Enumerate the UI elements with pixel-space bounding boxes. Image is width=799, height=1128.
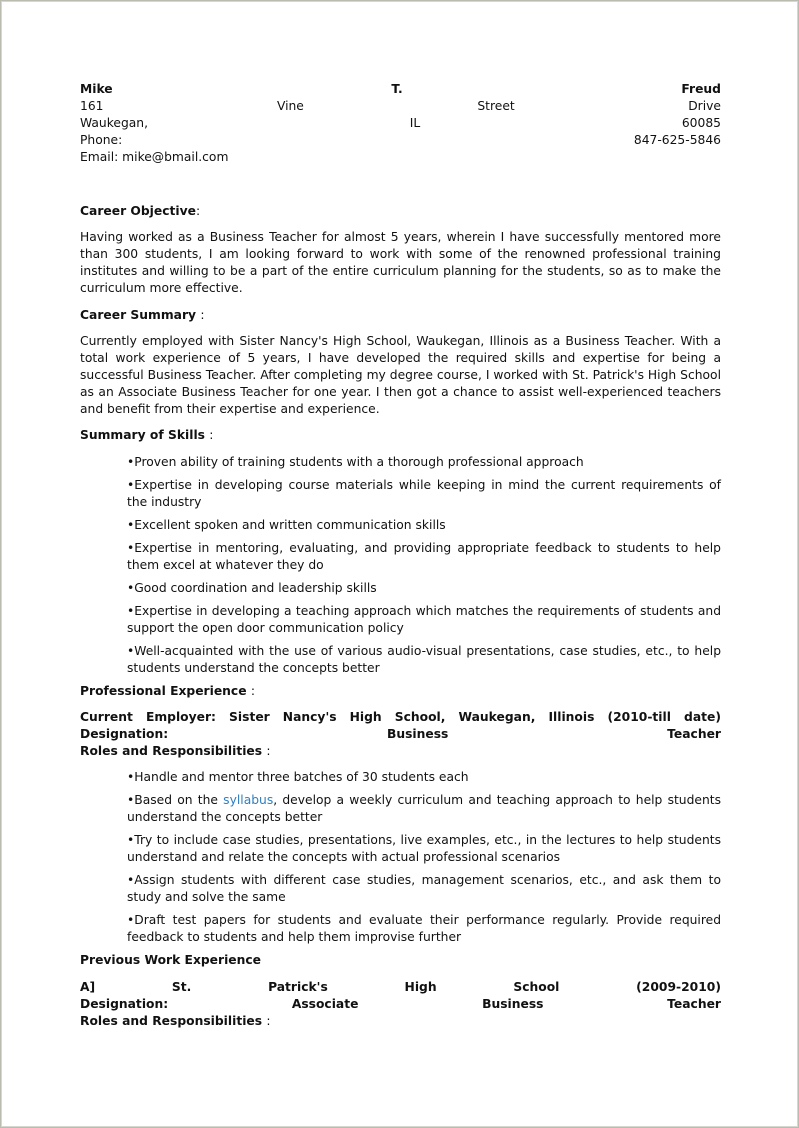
employer-word: High <box>349 710 382 724</box>
name-line <box>80 81 721 98</box>
list-item <box>127 792 721 826</box>
list-item: •Expertise in mentoring, evaluating, and providing appropriate feedback to students to help them excel at whatever they do <box>127 541 721 572</box>
designation-word: Teacher <box>667 727 721 741</box>
list-item <box>127 872 721 906</box>
phone-line <box>80 132 721 149</box>
skills-title: Summary of Skills <box>80 428 205 442</box>
syllabus-link[interactable]: syllabus <box>223 793 274 807</box>
address-word: Drive <box>688 99 721 113</box>
list-item: •Expertise in developing a teaching approach which matches the requirements of students and support the open door communication policy <box>127 604 721 635</box>
city-line <box>80 115 721 132</box>
designation-word: Associate <box>291 997 359 1011</box>
designation-word: Business <box>386 727 449 741</box>
roles-list <box>80 769 721 946</box>
designation-word: Teacher <box>667 997 721 1011</box>
list-item: •Excellent spoken and written communication skills <box>127 518 446 532</box>
employer-word: School, <box>394 710 446 724</box>
heading-colon: : <box>250 684 255 698</box>
address-number: 161 <box>80 99 104 113</box>
experience-title: Professional Experience <box>80 684 247 698</box>
list-item: •Proven ability of training students with a thorough professional approach <box>127 455 584 469</box>
state: IL <box>409 116 421 130</box>
city: Waukegan, <box>80 116 148 130</box>
role-text: , develop a weekly curriculum and teaching approach to help students understand the concepts better <box>127 793 721 824</box>
employer-word: Nancy's <box>282 710 337 724</box>
address-word: Street <box>477 99 515 113</box>
resume-page <box>80 81 721 1030</box>
role-text: •Based on the <box>127 793 224 807</box>
designation-word: Designation: <box>80 727 169 741</box>
list-item: •Well-acquainted with the use of various audio-visual presentations, case studies, etc., to help students understand the concepts better <box>127 644 721 675</box>
previous-school-line <box>80 979 721 996</box>
school-word: St. <box>171 980 192 994</box>
designation-word: Designation: <box>80 997 169 1011</box>
role-text: •Assign students with different case studies, management scenarios, etc., and ask them to study and solve the same <box>127 873 721 904</box>
employer-word: date) <box>684 710 721 724</box>
employer-word: Illinois <box>548 710 595 724</box>
employer-word: Waukegan, <box>458 710 536 724</box>
zip: 60085 <box>681 116 721 130</box>
experience-heading <box>80 683 721 700</box>
current-employer-line <box>80 709 721 726</box>
previous-roles-heading <box>80 1013 721 1030</box>
last-name: Freud <box>681 82 721 96</box>
employer-word: (2010-till <box>607 710 671 724</box>
heading-colon: : <box>266 1014 271 1028</box>
summary-text: Currently employed with Sister Nancy's High School, Waukegan, Illinois as a Business Teacher. With a total work experience of 5 years, I have developed the required skills and expertise for being a successful Business Teacher. After completing my degree course, I worked with St. Patrick's High School as an Associate Business Teacher for one year. I then got a chance to assist well-experienced teachers and benefit from their expertise and experience. <box>80 334 721 416</box>
list-item <box>127 832 721 866</box>
objective-title: Career Objective <box>80 204 196 218</box>
school-word: A] <box>80 980 96 994</box>
email-line: Email: mike@bmail.com <box>80 150 229 164</box>
list-item <box>127 912 721 946</box>
previous-designation-line <box>80 996 721 1013</box>
heading-colon: : <box>195 204 201 218</box>
objective-text: Having worked as a Business Teacher for almost 5 years, wherein I have successfully mentored more than 300 students, I am looking forward to work with some of the renowned professional training institutes and willing to be a part of the entire curriculum planning for the students, so as to make the curriculum more effective. <box>80 230 721 295</box>
employer-word: Employer: <box>145 710 216 724</box>
list-item: •Good coordination and leadership skills <box>127 581 377 595</box>
address-line <box>80 98 721 115</box>
list-item: •Expertise in developing course materials while keeping in mind the current requirements of the industry <box>127 478 721 509</box>
heading-colon: : <box>209 428 214 442</box>
list-item <box>127 769 721 786</box>
phone-label: Phone: <box>80 133 123 147</box>
designation-word: Business <box>482 997 544 1011</box>
middle-initial: T. <box>391 82 403 96</box>
school-word: High <box>404 980 437 994</box>
role-text: •Handle and mentor three batches of 30 students each <box>127 770 469 784</box>
roles-title: Roles and Responsibilities <box>80 1014 263 1028</box>
address-word: Vine <box>276 99 304 113</box>
school-word: School <box>513 980 560 994</box>
skills-heading <box>80 427 721 444</box>
objective-heading <box>80 203 721 220</box>
previous-heading: Previous Work Experience <box>80 953 262 967</box>
roles-title: Roles and Responsibilities <box>80 744 263 758</box>
roles-heading <box>80 743 721 760</box>
school-word: (2009-2010) <box>636 980 721 994</box>
designation-line <box>80 726 721 743</box>
employer-word: Sister <box>229 710 270 724</box>
first-name: Mike <box>80 82 113 96</box>
heading-colon: : <box>200 308 205 322</box>
summary-title: Career Summary <box>80 308 197 322</box>
skills-list <box>80 454 721 677</box>
summary-heading <box>80 307 721 324</box>
phone-number: 847-625-5846 <box>633 133 721 147</box>
employer-word: Current <box>80 710 133 724</box>
role-text: •Try to include case studies, presentations, live examples, etc., in the lectures to help students understand and relate the concepts with actual professional scenarios <box>127 833 721 864</box>
role-text: •Draft test papers for students and evaluate their performance regularly. Provide required feedback to students and help them improvise further <box>127 913 721 944</box>
school-word: Patrick's <box>268 980 328 994</box>
heading-colon: : <box>266 744 271 758</box>
